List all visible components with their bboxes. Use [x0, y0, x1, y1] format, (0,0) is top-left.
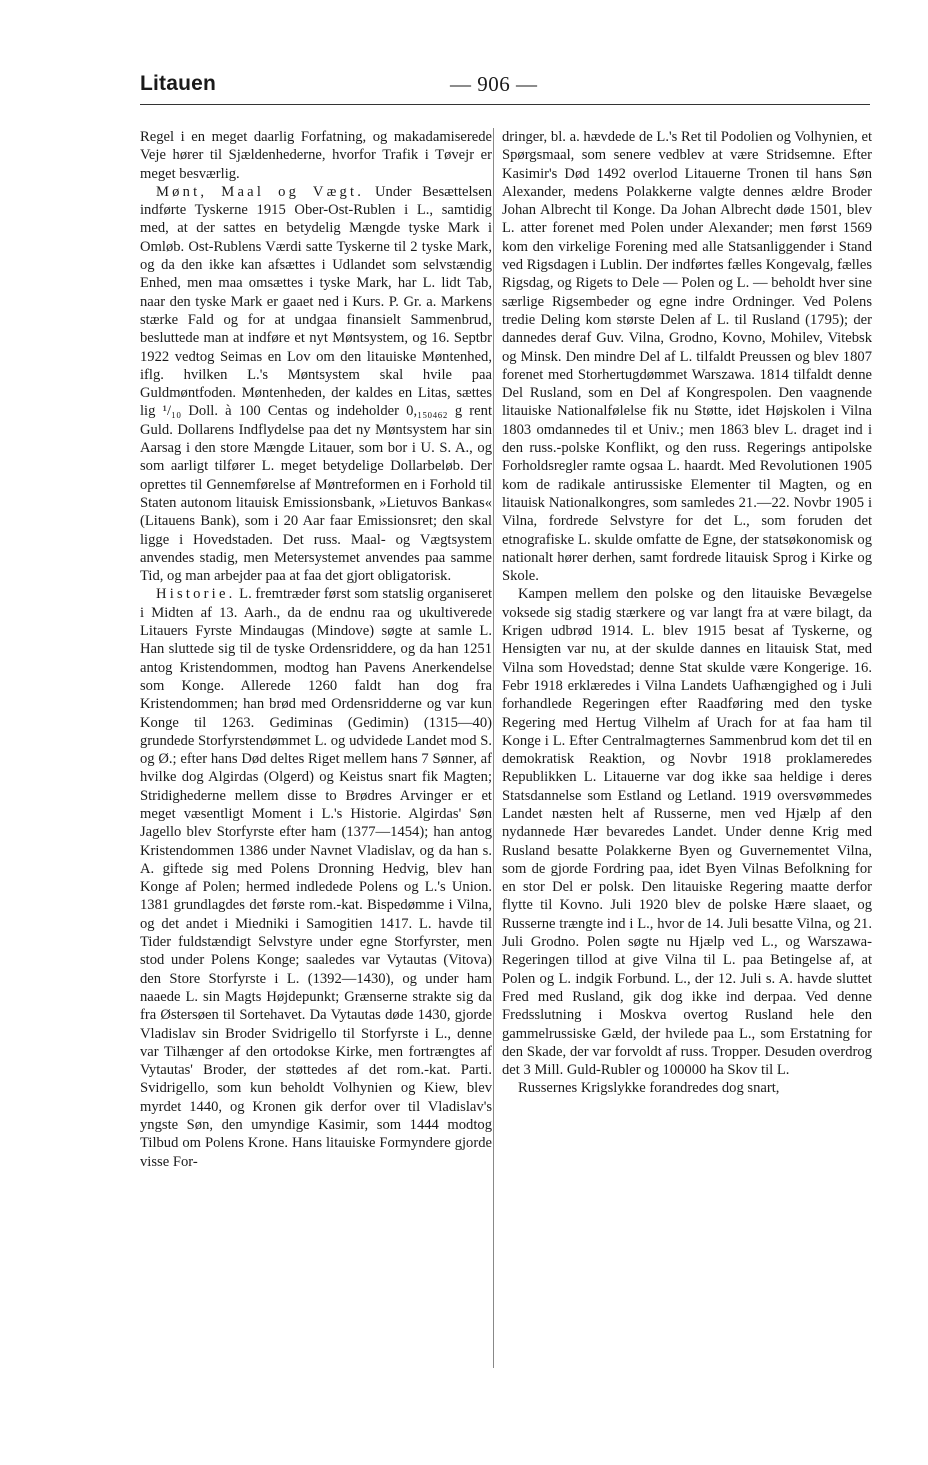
- section-heading-currency: Mønt, Maal og Vægt.: [156, 183, 365, 200]
- paragraph-history: [140, 585, 492, 1171]
- section-heading-history: Historie.: [156, 586, 236, 603]
- paragraph-road-conditions: Regel i en meget daarlig Forfatning, og makadamiserede Veje hører til Sjældenhederne, hvorfor Trafik i Tøvejr er meget besværlig.: [140, 129, 492, 182]
- header-rule: [140, 104, 870, 105]
- page-header: [140, 72, 868, 102]
- paragraph-union-history: dringer, bl. a. hævdede de L.'s Ret til Podolien og Volhynien, et Spørgsmaal, som senere vedblev at være Stridsemne. Efter Kasimir's Død 1492 overlod Litauerne Tronen til hans Søn Alexander, medens Polakkerne valgte dennes ældre Broder Johan Albrecht til Konge. Da Johan Albrecht døde 1501, blev L. atter forenet med Polen under Alexander; men først 1569 kom den virkelige Forening med alle Statsanliggender i Stand ved Rigsdagen i Lublin. Der indførtes fælles Kongevalg, fælles Rigsdag, og Rigets to Dele — Polen og L. — beholdt hver sine særlige Rigsembeder og egne indre Ordninger. Ved Polens tredie Deling kom største Delen af L. til Rusland (1795); der dannedes deraf Guv. Vilna, Grodno, Kovno, Mohilev, Vitebsk og Minsk. Den mindre Del af L. tilfaldt Preussen og blev 1807 forenet med Storhertugdømmet Warszawa. 1814 tilfaldt denne Del Rusland, som en Del af Kongrespolen. Den vaagnende litauiske Nationalfølelse fik nu Støtte, idet Højskolen i Vilna 1803 omdannedes til et Univ.; men 1863 blev L. draget ind i den russ.-polske Konflikt, og den russ. Regerings antipolske Forholdsregler ramte ogsaa L. haardt. Med Revolutionen 1905 kom de radikale antirussiske Elementer til Magten, og en litauisk Nationalkongres, som samledes 21.—22. Novbr 1905 i Vilna, fordrede Selvstyre for det L., som foruden det etnografiske L. skulde omfatte de Egne, der statsøkonomisk og nationalt hører derhen, samt fordrede litauisk Sprog i Kirke og Skole.: [502, 129, 872, 585]
- page-number: — 906 —: [450, 72, 538, 96]
- paragraph-currency: [140, 183, 492, 586]
- paragraph-continuation: Russernes Krigslykke forandredes dog snart,: [518, 1080, 780, 1097]
- paragraph-independence: Kampen mellem den polske og den litauiske Bevægelse voksede sig stadig stærkere og var langt fra at være bilagt, da Krigen udbrød 1914. L. blev 1915 besat af Tyskerne, og Hensigten var nu, at der skulde dannes en litauisk Stat, med Vilna som Hovedstad; denne Stat skulde være Kongerige. 16. Febr 1918 erklæredes i Vilna Landets Uafhængighed og i Juli forhandlede Regeringen efter Raadføring med den tyske Regering med Hertug Vilhelm af Urach for at faa ham til Konge i L. Efter Centralmagternes Sammenbrud kom det til en demokratisk Reaktion, og Novbr 1918 proklameredes Republikken L. Litauerne var dog ikke saa heldige i deres Statsdannelse som Estland og Letland. 1919 oversvømmedes Landet næsten helt af Russerne, men ved Hjælp af den nydannede Hær bevaredes Landet. Under denne Krig med Rusland besatte Polakkerne Byen og Guvernementet Vilna, som de gjorde Fordring paa, idet Byen Vilnas Befolkning for en stor Del er polsk. Den litauiske Regering maatte derfor flytte til Kovno. Juli 1920 blev de polske Hære slaaet, og Russerne trængte ind i L., hvor de 14. Juli besatte Vilna, og 21. Juli Grodno. Polen søgte nu Hjælp ved L., og Warszawa-Regeringen tillod at give Vilna til L. paa Betingelse af, at Polen og L. indgik Forbund. L., der 12. Juli s. A. havde sluttet Fred med Rusland, gik dog ikke ind derpaa. Ved denne Fredsslutning i Moskva overtog Rusland hele den gammelrussiske Gæld, der hvilede paa L., som Erstatning for den Skade, der var forvoldt af russ. Tropper. Desuden overdrog det 3 Mill. Guld-Rubler og 100000 ha Skov til L.: [502, 586, 872, 1079]
- paragraph-history-text: L. fremtræder først som statslig organiseret i Midten af 13. Aarh., da de endnu raa og ukultiverede Litauers Fyrste Mindaugas (Mindove) søgte at samle L. Han sluttede sig til de tyske Ordensriddere, og da han 1251 antog Kristendommen, modtog han Pavens Anerkendelse som Konge. Allerede 1260 faldt han dog fra Kristendommen; han brød med Ordensridderne og var kun Konge til 1263. Gediminas (Gedimin) (1315—40) grundede Storfyrstendømmet L. og udvidede Landet mod S. og Ø.; efter hans Død deltes Riget mellem hans 7 Sønner, af hvilke dog Algirdas (Olgerd) og Keistus snart fik Magten; Stridighederne mellem disse to Brødres Arvinger er et meget væsentligt Moment i L.'s Historie. Algirdas' Søn Jagello blev Storfyrste efter ham (1377—1454); han antog Kristendommen 1386 under Navnet Vladislav, og da han s. A. giftede sig med Polens Dronning Hedvig, blev han Konge af Polen; hermed indledede Polens og L.'s Union. 1381 grundlagdes det første rom.-kat. Bispedømme i Vilna, og det andet i Miedniki i Samogitien 1417. L. havde til Tider fuldstændigt Selvstyre under egne Storfyrster, men stod under Polens Konge; saaledes var Vytautas (Vitova) den Store Storfyrste i L. (1392—1430), og under ham naaede L. sin Magts Højdepunkt; Grænserne strakte sig da fra Østersøen til Sortehavet. Da Vytautas døde 1430, gjorde Vladislav sin Broder Svidrigello til Storfyrste i L., denne var Tilhænger af den ortodokse Kirke, men fortrængtes af Vytautas' Broder, der støttedes af det rom.-kat. Parti. Svidrigello, som kun beholdt Volhynien og Kiew, blev myrdet 1440, og Kronen gik derfor over til Vladislav's yngste Søn, den umyndige Kasimir, som 1444 modtog Tilbud om Polens Krone. Hans litauiske Formyndere gjorde visse For-: [140, 586, 492, 1170]
- left-column: [140, 128, 492, 1171]
- paragraph-currency-text: Under Besættelsen indførte Tyskerne 1915 Ober-Ost-Rublen i L., samtidig med, at der sattes en betydelig Mængde tyske Mark i Omløb. Ost-Rublens Værdi satte Tyskerne til 2 tyske Mark, og da den ikke kan afsættes i Udlandet som selvstændig Enhed, men maa omsættes i tyske Mark, har L. lidt Tab, naar den tyske Mark er gaaet ned i Kurs. P. Gr. a. Markens stærke Fald og for at undgaa finansielt Sammenbrud, besluttede man at indføre et nyt Møntsystem, og 16. Septbr 1922 vedtog Seimas en Lov om den litauiske Møntenhed, iflg. hvilken L.'s Møntsystem skal hvile paa Guldmøntfoden. Møntenheden, der kaldes en Litas, sættes lig ¹/₁₀ Doll. à 100 Centas og indeholder 0,₁₅₀₄₆₂ g rent Guld. Dollarens Indflydelse paa det ny Møntsystem har sin Aarsag i den store Mængde Litauer, som bor i U. S. A., og som aarligt tilfører L. meget betydelige Dollarbeløb. Der oprettes til Gennemførelse af Møntreformen en i Forhold til Staten autonom litauisk Emissionsbank, »Lietuvos Bankas« (Litauens Bank), som i 20 Aar faar Emissionsret; den skal ligge i Hovedstaden. Det russ. Maal- og Vægtsystem anvendes stadig, men Metersystemet anvendes paa samme Tid, og man arbejder paa at faa det gjort obligatorisk.: [140, 183, 492, 585]
- running-head: Litauen: [140, 72, 217, 95]
- right-column: [502, 128, 872, 1098]
- column-divider: [493, 128, 494, 1368]
